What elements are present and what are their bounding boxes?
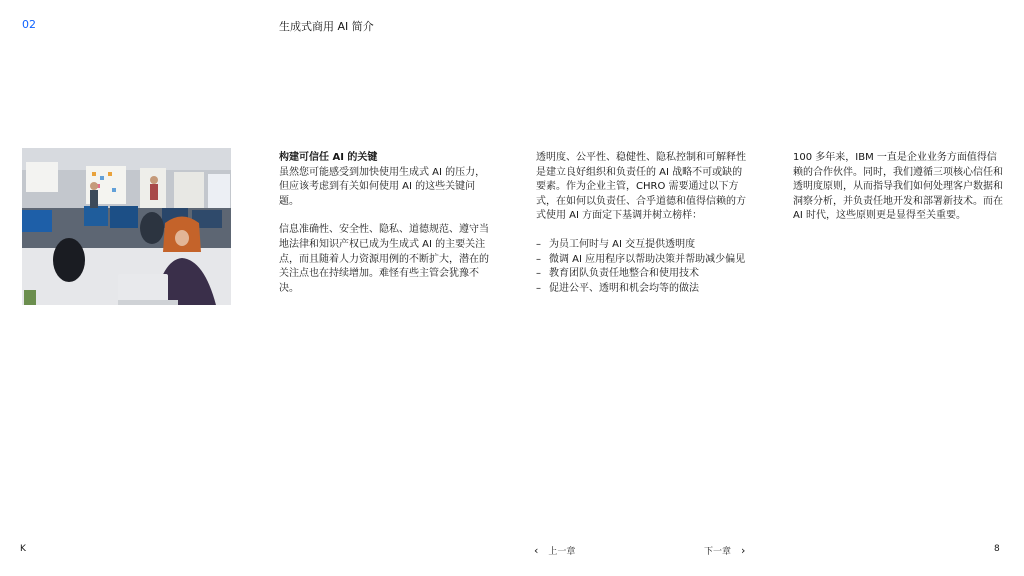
document-title: 生成式商用 AI 简介 bbox=[279, 20, 374, 33]
ibm-paragraph: 100 多年来，IBM 一直是企业业务方面值得信赖的合作伙伴。同时，我们遵循三项核心信任和透明度原则，从而指导我们如何处理客户数据和洞察分析，并负责任地开发和部署新技术。而在 AI 时代，这些原则更是显得至关重要。 bbox=[793, 152, 1003, 222]
list-item: – 微调 AI 应用程序以帮助决策并帮助减少偏见 bbox=[536, 253, 748, 268]
column-trusted-ai bbox=[279, 151, 491, 296]
list-item: – 为员工何时与 AI 交互提供透明度 bbox=[536, 238, 748, 253]
chevron-left-icon: ‹ bbox=[534, 544, 539, 557]
column-ibm-trust bbox=[793, 151, 1005, 224]
first-page-button[interactable]: K bbox=[20, 544, 26, 554]
concerns-paragraph: 信息准确性、安全性、隐私、道德规范、遵守当地法律和知识产权已成为生成式 AI 的主要关注点，而且随着人力资源用例的不断扩大，潜在的关注点也在持续增加。难怪有些主管会犹豫不决。 bbox=[279, 224, 489, 294]
practice-list bbox=[536, 238, 748, 296]
office-photo-illustration bbox=[22, 148, 231, 305]
next-chapter-label: 下一章 bbox=[704, 547, 732, 557]
next-chapter-button[interactable] bbox=[704, 544, 745, 557]
page-number: 8 bbox=[994, 544, 1000, 554]
chevron-right-icon: › bbox=[741, 544, 746, 557]
transparency-paragraph: 透明度、公平性、稳健性、隐私控制和可解释性是建立良好组织和负责任的 AI 战略不可或缺的要素。作为企业主管，CHRO 需要通过以下方式，在如何以负责任、合乎道德和值得信赖的方式使用 AI 方面定下基调并树立榜样： bbox=[536, 152, 746, 222]
office-photo bbox=[22, 148, 231, 305]
section-heading: 构建可信任 AI 的关键 bbox=[279, 152, 378, 163]
column-chro-role bbox=[536, 151, 748, 296]
list-item: – 促进公平、透明和机会均等的做法 bbox=[536, 282, 748, 297]
previous-chapter-button[interactable] bbox=[534, 544, 575, 557]
previous-chapter-label: 上一章 bbox=[548, 547, 576, 557]
intro-paragraph: 虽然您可能感受到加快使用生成式 AI 的压力，但应该考虑到有关如何使用 AI 的这些关键问题。 bbox=[279, 166, 486, 207]
list-item: – 教育团队负责任地整合和使用技术 bbox=[536, 267, 748, 282]
page-section-number: 02 bbox=[22, 18, 36, 31]
